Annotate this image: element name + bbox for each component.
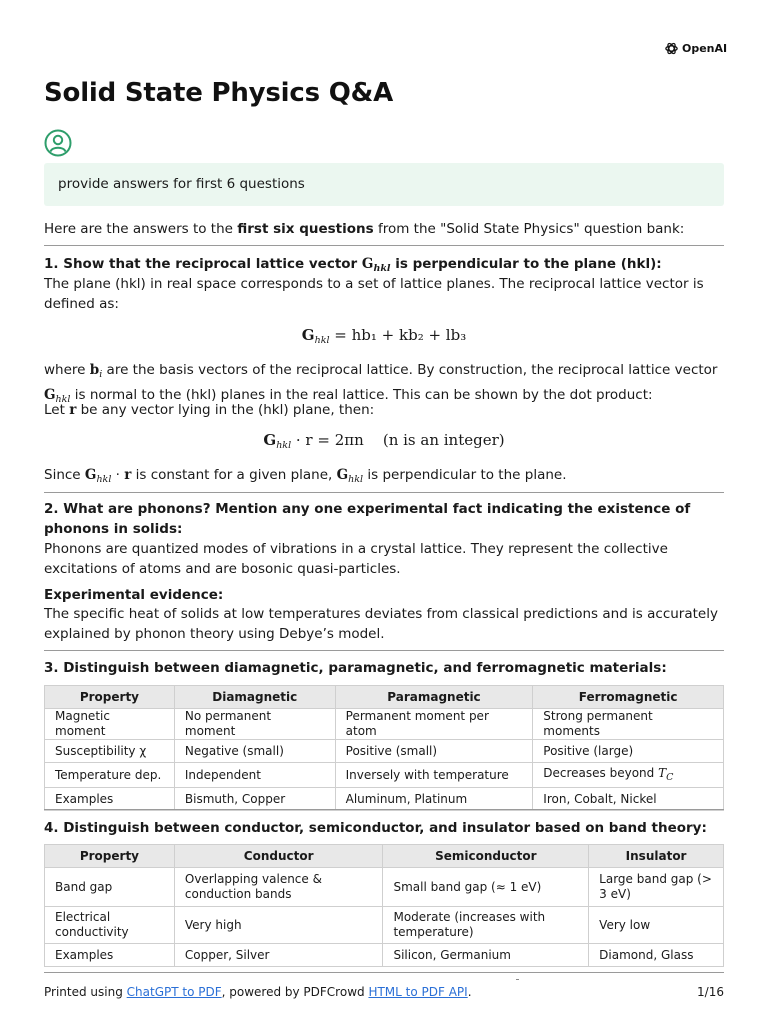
q1-p3-end: be any vector lying in the (hkl) plane, then:	[76, 402, 375, 418]
g-vector: G	[263, 431, 277, 449]
footer-text-mid: , powered by PDFCrowd	[221, 985, 369, 999]
table-cell: Positive (large)	[533, 740, 724, 763]
q3-title: 3. Distinguish between diamagnetic, paramagnetic, and ferromagnetic materials:	[44, 660, 667, 676]
table-row	[45, 907, 724, 944]
table-cell: Very low	[589, 907, 724, 944]
page-title: Solid State Physics Q&A	[44, 78, 394, 108]
q2-title: 2. What are phonons? Mention any one experimental fact indicating the existence of phonons in solids:	[44, 501, 691, 537]
eq1-lhs-sub: hkl	[314, 335, 330, 346]
table-cell: Copper, Silver	[174, 944, 383, 967]
table-header: Property	[45, 686, 175, 709]
chatgpt-to-pdf-link[interactable]: ChatGPT to PDF	[126, 985, 222, 999]
q1-paragraph-4	[44, 465, 724, 490]
table-cell: Independent	[174, 763, 335, 788]
table-cell: Silicon, Germanium	[383, 944, 589, 967]
eq2-note: (n is an integer)	[382, 431, 505, 449]
q1-p2-start: where	[44, 362, 90, 378]
q1-title-start: 1. Show that the reciprocal lattice vector	[44, 256, 362, 272]
html-to-pdf-api-link[interactable]: HTML to PDF API	[368, 985, 468, 999]
q1-p3-start: Let	[44, 402, 70, 418]
table-header: Insulator	[589, 845, 724, 868]
table-cell: Examples	[45, 788, 175, 811]
divider	[44, 492, 724, 493]
table-header: Diamagnetic	[174, 686, 335, 709]
q1-equation-1	[44, 326, 724, 346]
q1-p2-end: is normal to the (hkl) planes in the real lattice. This can be shown by the dot product:	[74, 387, 653, 403]
table-header: Semiconductor	[383, 845, 589, 868]
q1-p4-start: Since	[44, 467, 85, 483]
table-cell: Examples	[45, 944, 175, 967]
g-vector: G	[44, 387, 56, 403]
intro-text: Here are the answers to the	[44, 221, 238, 237]
table-row	[45, 788, 724, 811]
intro-text-end: from the "Solid State Physics" question bank:	[373, 221, 685, 237]
q4-title: 4. Distinguish between conductor, semiconductor, and insulator based on band theory:	[44, 820, 707, 836]
table-cell: Electrical conductivity	[45, 907, 175, 944]
user-prompt-text: provide answers for first 6 questions	[58, 176, 305, 192]
hkl-subscript: hkl	[55, 394, 71, 405]
q2-paragraph-2: The specific heat of solids at low temperatures deviates from classical predictions and is accurately explained by phonon theory using Debye’s model.	[44, 606, 718, 642]
table-cell: Magnetic moment	[45, 709, 175, 740]
table-cell: Band gap	[45, 868, 175, 907]
eq1-rhs: = hb₁ + kb₂ + lb₃	[334, 326, 467, 344]
user-avatar-icon	[44, 129, 72, 157]
table-cell: Temperature dep.	[45, 763, 175, 788]
openai-logo-icon	[664, 41, 679, 56]
table-cell	[533, 763, 724, 788]
q3-heading	[44, 658, 724, 678]
r-vector: r	[124, 467, 132, 483]
table-header-row	[45, 845, 724, 868]
table-header: Conductor	[174, 845, 383, 868]
table-cell: No permanent moment	[174, 709, 335, 740]
table-header: Property	[45, 845, 175, 868]
table-row	[45, 944, 724, 967]
tc-subscript: C	[666, 771, 674, 783]
table-row	[45, 868, 724, 907]
footer	[44, 985, 724, 999]
evidence-label: Experimental evidence:	[44, 587, 224, 603]
hkl-subscript: hkl	[348, 474, 364, 485]
table-header: Ferromagnetic	[533, 686, 724, 709]
tc-text: Decreases beyond	[543, 765, 659, 780]
q1-p4-mid: is constant for a given plane,	[131, 467, 337, 483]
table-row	[45, 740, 724, 763]
table-cell: Negative (small)	[174, 740, 335, 763]
table-cell: Aluminum, Platinum	[335, 788, 533, 811]
hkl-subscript: hkl	[276, 440, 292, 451]
divider	[44, 809, 724, 810]
page-number: 1/16	[697, 985, 724, 999]
page-break-mark	[516, 979, 519, 980]
divider	[44, 972, 724, 973]
q1-p4-end: is perpendicular to the plane.	[363, 467, 567, 483]
q1-title-end: is perpendicular to the plane (hkl):	[390, 256, 662, 272]
table-row	[45, 709, 724, 740]
table-cell: Strong permanent moments	[533, 709, 724, 740]
q4-heading	[44, 818, 724, 838]
q1-p2-mid: are the basis vectors of the reciprocal lattice. By construction, the reciprocal lattice vector	[102, 362, 718, 378]
i-subscript: i	[99, 369, 103, 380]
user-prompt-box	[44, 163, 724, 206]
q2-paragraph-1: Phonons are quantized modes of vibrations in a crystal lattice. They represent the collective excitations of atoms and are bosonic quasi-particles.	[44, 541, 668, 577]
intro-paragraph	[44, 219, 724, 239]
eq2-mid: · r = 2πn	[295, 431, 364, 449]
table-cell: Diamond, Glass	[589, 944, 724, 967]
magnetic-materials-table	[44, 685, 724, 811]
table-cell: Permanent moment per atom	[335, 709, 533, 740]
eq1-lhs: G	[301, 326, 315, 344]
q1-paragraph-3	[44, 400, 724, 420]
band-theory-table	[44, 844, 724, 967]
table-header: Paramagnetic	[335, 686, 533, 709]
table-cell: Susceptibility χ	[45, 740, 175, 763]
table-cell: Iron, Cobalt, Nickel	[533, 788, 724, 811]
r-vector: r	[69, 402, 77, 418]
divider	[44, 650, 724, 651]
openai-brand	[664, 41, 727, 56]
dot-operator: ·	[111, 467, 125, 483]
g-vector: G	[84, 467, 97, 483]
b-vector: b	[89, 362, 100, 378]
table-cell: Bismuth, Copper	[174, 788, 335, 811]
table-cell: Small band gap (≈ 1 eV)	[383, 868, 589, 907]
tc-symbol: T	[658, 765, 667, 780]
footer-text-end: .	[467, 985, 472, 999]
table-cell: Moderate (increases with temperature)	[383, 907, 589, 944]
g-vector: G	[361, 256, 374, 272]
table-cell: Very high	[174, 907, 383, 944]
table-header-row	[45, 686, 724, 709]
g-vector: G	[336, 467, 349, 483]
q1-paragraph-1: The plane (hkl) in real space corresponds to a set of lattice planes. The reciprocal lattice vector is defined as:	[44, 276, 704, 312]
q1-equation-2	[44, 431, 724, 451]
hkl-subscript: hkl	[96, 474, 112, 485]
brand-name: OpenAI	[682, 42, 728, 55]
table-row	[45, 763, 724, 788]
intro-bold: first six questions	[237, 221, 374, 237]
footer-text: Printed using	[44, 985, 127, 999]
q2-heading	[44, 499, 724, 539]
table-cell: Overlapping valence & conduction bands	[174, 868, 383, 907]
divider	[44, 245, 724, 246]
table-cell: Large band gap (> 3 eV)	[589, 868, 724, 907]
table-cell: Positive (small)	[335, 740, 533, 763]
table-cell: Inversely with temperature	[335, 763, 533, 788]
q2-evidence-label	[44, 585, 724, 605]
hkl-subscript: hkl	[373, 263, 391, 274]
